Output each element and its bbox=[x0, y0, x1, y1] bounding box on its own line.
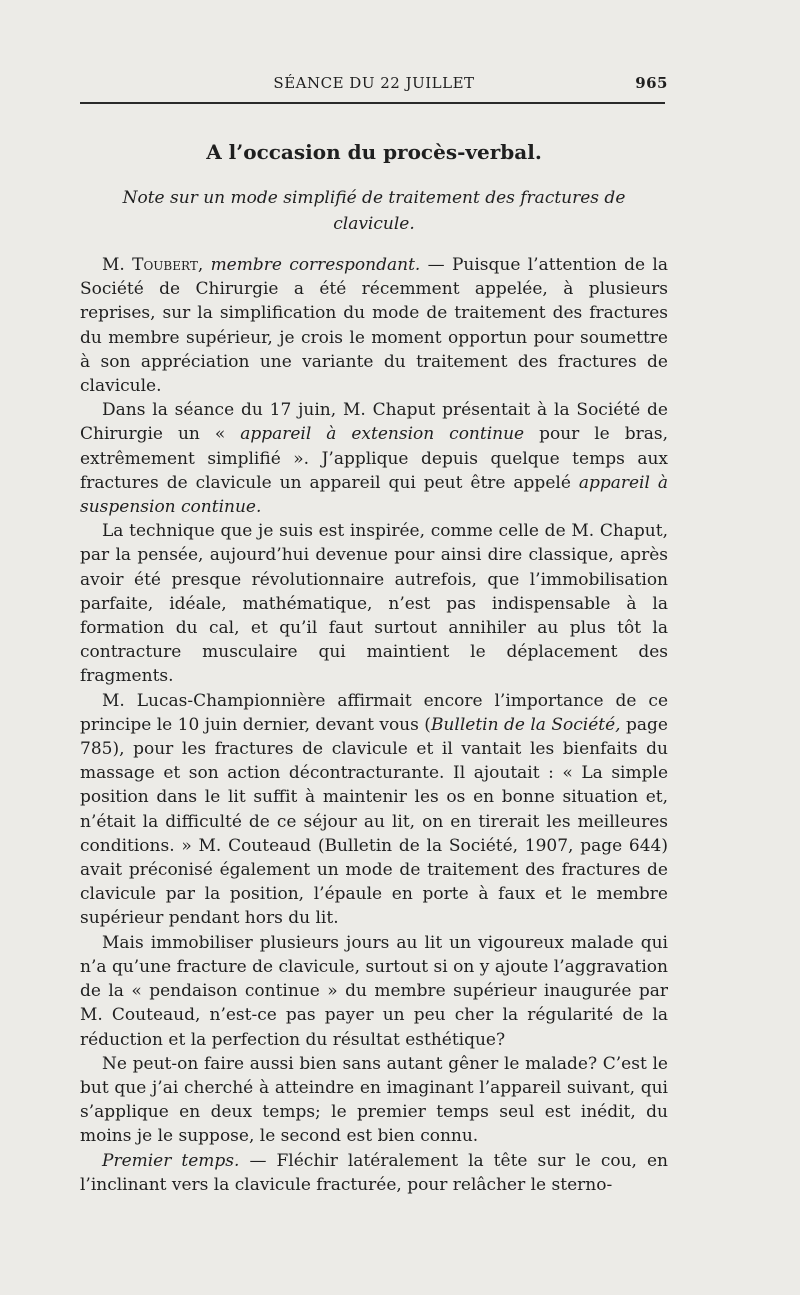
paragraph-1 bbox=[80, 253, 668, 398]
paragraph-4-text-b: page 785), pour les fractures de clavicule et il vantait les bienfaits du massage et son action décontracturante. Il ajoutait : « La simple position dans le lit suffit à maintenir les os en bonne situation et, n’était la difficulté de ce séjour au lit, on en tirerait les meilleures conditions. » M. Couteaud (Bulletin de la Société, 1907, page 644) avait préconisé également un mode de traitement des fractures de clavicule par la position, l’épaule en porte à faux et le membre supérieur pendant hors du lit. bbox=[80, 714, 668, 929]
paragraph-2-text-a: Dans la séance du 17 juin, M. Chaput présentait à la Société de Chirurgie un « bbox=[80, 400, 668, 445]
paragraph-1-text: — Puisque l’attention de la Société de Chirurgie a été récemment appelée, à plusieurs reprises, sur la simplification du mode de traitement des fractures du membre supérieur, je crois le moment opportun pour soumettre à son appréciation une variante du traitement des fractures de clavicule. bbox=[80, 255, 668, 397]
page-number: 965 bbox=[635, 74, 668, 92]
header-rule bbox=[80, 102, 665, 104]
body-text bbox=[80, 253, 668, 1197]
paragraph-6: Ne peut-on faire aussi bien sans autant gêner le malade? C’est le but que j’ai cherché à atteindre en imaginant l’appareil suivant, qui s’applique en deux temps; le premier temps seul est inédit, du moins je le suppose, le second est bien connu. bbox=[80, 1053, 668, 1147]
note-title: Note sur un mode simplifié de traitement des fractures de clavicule. bbox=[122, 188, 626, 234]
paragraph-4-italic: Bulletin de la Société, bbox=[430, 714, 621, 735]
paragraph-2-italic-a: appareil à extension continue bbox=[240, 424, 525, 445]
paragraph-2 bbox=[80, 398, 668, 519]
running-header bbox=[80, 74, 668, 96]
paragraph-7-text: — Fléchir latéralement la tête sur le cou, en l’inclinant vers la clavicule fracturée, pour relâcher le sterno- bbox=[80, 1150, 669, 1195]
author-name: M. Toubert, bbox=[102, 255, 204, 275]
paragraph-2-text-b: pour le bras, extrêmement simplifié ». J’applique depuis quelque temps aux fractures de clavicule un appareil qui peut être appelé bbox=[80, 424, 668, 493]
paragraph-2-italic-b: appareil à suspension continue. bbox=[80, 472, 669, 518]
paragraph-3: La technique que je suis est inspirée, comme celle de M. Chaput, par la pensée, aujourd’hui devenue pour ainsi dire classique, après avoir été presque révolutionnaire autrefois, que l’immobilisation parfaite, idéale, mathématique, n’est pas indispensable à la formation du cal, et qu’il faut surtout annihiler au plus tôt la contracture musculaire qui maintient le déplacement des fragments. bbox=[80, 521, 668, 687]
paragraph-5: Mais immobiliser plusieurs jours au lit un vigoureux malade qui n’a qu’une fracture de clavicule, surtout si on y ajoute l’aggravation de la « pendaison continue » du membre supérieur inaugurée par M. Couteaud, n’est-ce pas payer un peu cher la régularité de la réduction et la perfection du résultat esthétique? bbox=[80, 932, 668, 1050]
author-role: membre correspondant. bbox=[210, 255, 421, 275]
step-label: Premier temps. bbox=[102, 1150, 240, 1171]
paragraph-4 bbox=[80, 689, 668, 931]
paragraph-4-text-a: M. Lucas-Championnière affirmait encore l’importance de ce principe le 10 juin dernier, devant vous ( bbox=[80, 690, 668, 735]
paragraph-7 bbox=[80, 1149, 668, 1197]
running-title: SÉANCE DU 22 JUILLET bbox=[273, 74, 475, 92]
section-title: A l’occasion du procès-verbal. bbox=[206, 140, 542, 164]
